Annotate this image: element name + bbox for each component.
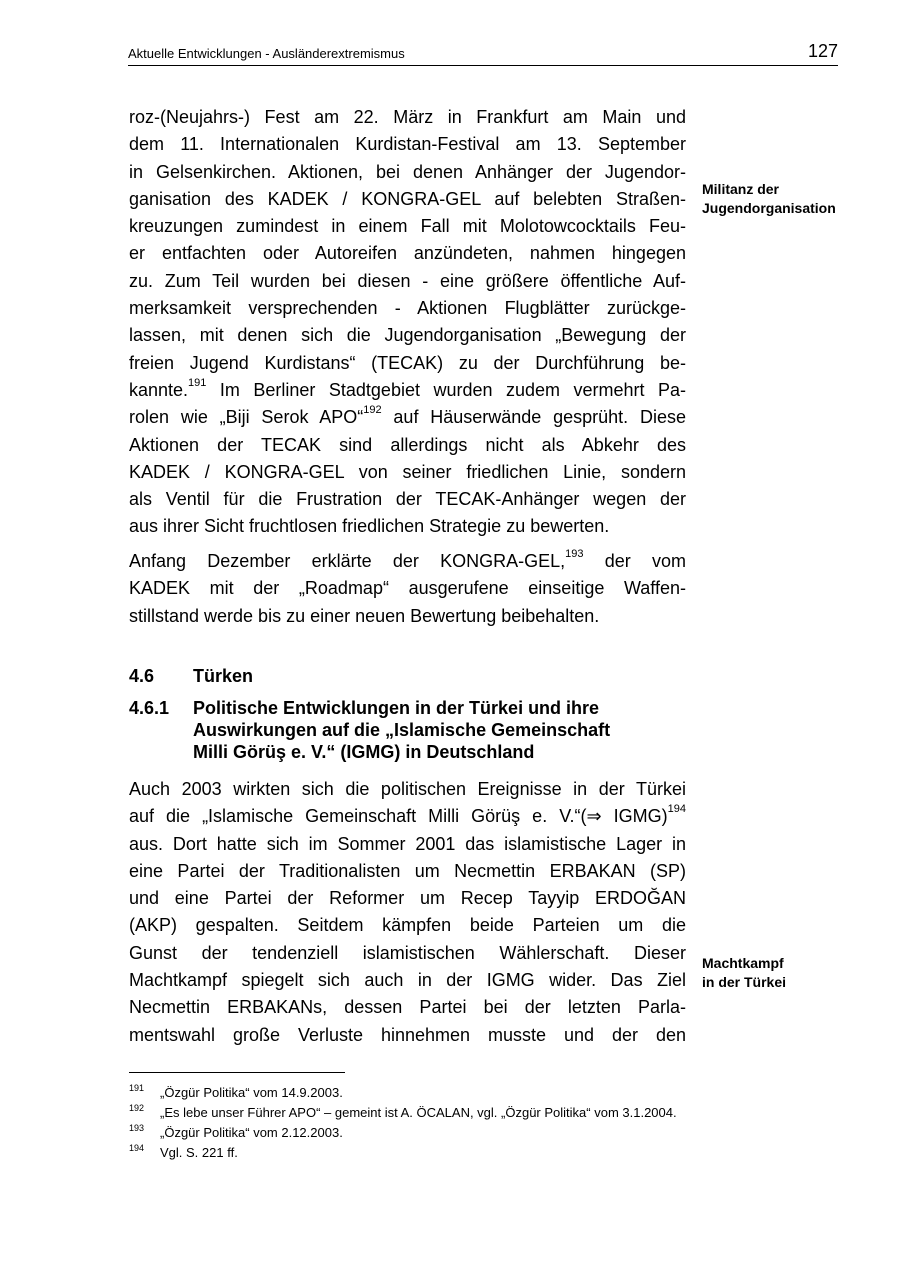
text-line [129,404,686,431]
margin-note-line: in der Türkei [702,974,787,990]
footnote-ref-194[interactable]: 194 [667,803,686,816]
text-line: freien Jugend Kurdistans“ (TECAK) zu der Durchführung be- [129,352,686,373]
text-line: mentswahl große Verluste hinnehmen musste und der den [129,1024,686,1045]
text-line: roz-(Neujahrs-) Fest am 22. März in Frankfurt am Main und [129,107,686,127]
footnote-193 [129,1124,689,1141]
footnote-number: 191 [129,1083,145,1093]
footnote-ref-192[interactable]: 192 [363,404,382,417]
text-line: dem 11. Internationalen Kurdistan-Festival am 13. September [129,134,686,155]
subsection-title-line: Politische Entwicklungen in der Türkei und ihre [193,698,600,718]
text-line: aus. Dort hatte sich im Sommer 2001 das islamistische Lager in [129,833,686,854]
footnote-ref-193[interactable]: 193 [565,548,584,560]
text-segment: der vom [583,551,686,571]
text-line: in Gelsenkirchen. Aktionen, bei denen Anhänger der Jugendor- [129,161,686,182]
section-title: Türken [193,666,254,686]
text-line: Auch 2003 wirkten sich die politischen Ereignisse in der Türkei [129,779,686,799]
section-heading [129,665,529,687]
footnote-number: 192 [129,1103,145,1113]
text-segment: auf die „Islamische Gemeinschaft Milli Görüş e. V.“(⇒ IGMG) [129,806,668,827]
text-line: ganisation des KADEK / KONGRA-GEL auf belebten Straßen- [129,188,686,209]
text-line: er entfachten oder Autoreifen anzündeten, nahmen hingegen [129,243,686,264]
text-segment: Im Berliner Stadtgebiet wurden zudem vermehrt Pa- [206,379,686,400]
subsection-title [193,697,693,763]
footnote-text: „Es lebe unser Führer APO“ – gemeint ist A. ÖCALAN, vgl. „Özgür Politika“ vom 3.1.2004. [160,1105,677,1120]
header-title: Aktuelle Entwicklungen - Ausländerextremismus [128,46,405,61]
text-line: Aktionen der TECAK sind allerdings nicht als Abkehr des [129,434,686,455]
text-line: stillstand werde bis zu einer neuen Bewertung beibehalten. [129,605,600,626]
footnote-number: 193 [129,1123,145,1133]
text-line: Gunst der tendenziell islamistischen Wählerschaft. Dieser [129,942,686,963]
text-line [129,548,686,575]
text-line: Machtkampf spiegelt sich auch in der IGMG wider. Das Ziel [129,970,686,991]
footnote-191 [129,1084,689,1101]
text-segment: rolen wie „Biji Serok APO“ [129,407,364,428]
paragraph-1 [129,104,686,541]
text-line: aus ihrer Sicht fruchtlosen friedlichen Strategie zu bewerten. [129,516,610,537]
text-line [129,377,686,404]
running-header [128,38,838,66]
text-segment: auf Häuserwände gesprüht. Diese [381,407,686,428]
paragraph-3 [129,776,686,1049]
text-line: zu. Zum Teil wurden bei diesen - eine größere öffentliche Auf- [129,270,686,291]
text-line: eine Partei der Traditionalisten um Necmettin ERBAKAN (SP) [129,860,686,881]
margin-note-militanz [702,180,836,218]
subsection-title-line: Milli Görüş e. V.“ (IGMG) in Deutschland [193,742,535,762]
footnote-text: „Özgür Politika“ vom 2.12.2003. [160,1125,343,1140]
text-line: kreuzungen zumindest in einem Fall mit Molotowcocktails Feu- [129,216,686,237]
text-line: und eine Partei der Reformer um Recep Tayyip ERDOĞAN [129,888,686,909]
section-number: 4.6 [129,666,155,686]
text-segment: Anfang Dezember erklärte der KONGRA-GEL, [129,551,566,571]
text-segment: kannte. [129,379,189,400]
text-line: KADEK / KONGRA-GEL von seiner friedlichen Linie, sondern [129,461,686,482]
footnote-text: „Özgür Politika“ vom 14.9.2003. [160,1085,343,1100]
text-line: (AKP) gespalten. Seitdem kämpfen beide Parteien um die [129,915,686,936]
footnotes [129,1084,689,1164]
footnote-separator [129,1072,345,1073]
text-line: merksamkeit versprechenden - Aktionen Flugblätter zurückge- [129,298,686,319]
page-number: 127 [807,41,838,61]
subsection-number: 4.6.1 [129,698,170,718]
margin-note-line: Jugendorganisation [702,200,836,216]
footnote-194 [129,1144,689,1161]
margin-note-machtkampf [702,954,786,992]
text-line [129,803,686,830]
margin-note-line: Militanz der [702,181,780,197]
footnote-ref-191[interactable]: 191 [188,376,207,389]
margin-note-line: Machtkampf [702,955,784,971]
text-line: lassen, mit denen sich die Jugendorganisation „Bewegung der [129,325,686,346]
subsection-heading [129,697,699,767]
footnote-192 [129,1104,689,1121]
paragraph-2 [129,548,686,630]
text-line: Necmettin ERBAKANs, dessen Partei bei der letzten Parla- [129,997,686,1018]
footnote-number: 194 [129,1143,145,1153]
footnote-text: Vgl. S. 221 ff. [160,1145,238,1160]
text-line: KADEK mit der „Roadmap“ ausgerufene einseitige Waffen- [129,578,686,599]
text-line: als Ventil für die Frustration der TECAK-Anhänger wegen der [129,489,686,510]
subsection-title-line: Auswirkungen auf die „Islamische Gemeinschaft [193,720,611,740]
